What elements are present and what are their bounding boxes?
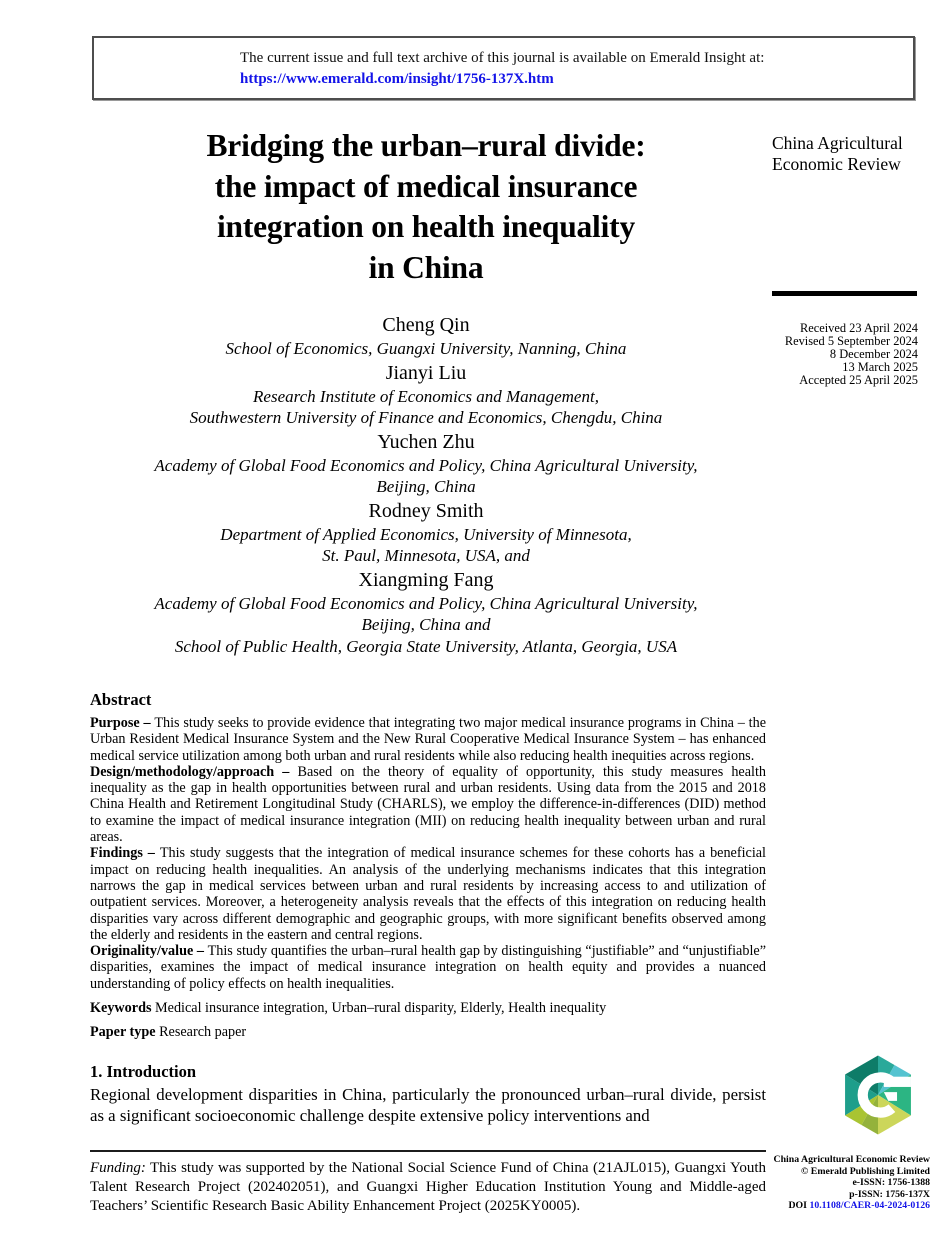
findings-label: Findings – [90,845,160,862]
imprint-eissn: e-ISSN: 1756-1388 [852,1177,930,1189]
design-label: Design/methodology/approach – [90,763,298,780]
author-affiliation: Southwestern University of Finance and Economics, Chengdu, China [189,408,663,427]
author-affiliation: Beijing, China [376,477,476,496]
abstract-design: Design/methodology/approach – Based on the theory of equality of opportunity, this study measures health inequality as the gap in health opportunities between rural and urban residents. Using data from the 2015 and 2018 China Health and Retirement Longitudinal Study (CHARLS), we employ the difference-in-differences (DID) method to examine the impact of medical insurance integration (MII) on reducing health inequality between urban and rural areas. [90,763,766,846]
imprint-block [700,1154,930,1212]
abstract-heading: Abstract [90,690,152,709]
abstract-findings: Findings – This study suggests that the integration of medical insurance schemes for these cohorts has a beneficial impact on reducing health inequalities. An analysis of the underlying mechanisms indicates that this integration narrows the gap in medical services between urban and rural residents by increasing access to and utilization of outpatient services. Moreover, a heterogeneity analysis reveals that the effects of this integration on reducing health disparities vary across different demographic and geographic groups, with more significant benefits observed among the elderly and residents in the eastern and central regions. [90,845,766,943]
author-affiliation: Academy of Global Food Economics and Policy, China Agricultural University, [154,593,698,613]
archive-notice-text: The current issue and full text archive of this journal is available on Emerald Insight at: [240,50,765,66]
author-affiliation: School of Economics, Guangxi University, Nanning, China [225,339,627,358]
emerald-logo-icon [841,1054,915,1136]
author-affiliation: Academy of Global Food Economics and Policy, China Agricultural University, [154,455,698,475]
history-line: Accepted 25 April 2025 [799,372,918,387]
introduction-heading: 1. Introduction [90,1062,197,1081]
history-line: Received 23 April 2024 [799,321,918,335]
paper-type-line: Paper type Research paper [90,1024,247,1041]
history-line: Revised 5 September 2024 [784,333,918,348]
doi-label: DOI [788,1200,810,1212]
imprint-journal: China Agricultural Economic Review [773,1154,930,1165]
author-name: Jianyi Liu [385,361,467,384]
author-affiliation: Research Institute of Economics and Management, [253,386,599,406]
title-line: Bridging the urban–rural divide: [206,128,646,163]
author-affiliation: Department of Applied Economics, University of Minnesota, [220,524,632,544]
history-line: 8 December 2024 [829,346,918,361]
page-title [90,126,762,288]
title-line: integration on health inequality [216,209,636,244]
authors-block [90,312,762,657]
abstract-purpose: Purpose – This study seeks to provide evidence that integrating two major medical insurance programs in China – the Urban Resident Medical Insurance System and the New Rural Cooperative Medical Insurance System – has enhanced medical service utilization among both urban and rural residents while also reducing health inequities across regions. [90,715,766,764]
doi-link[interactable]: 10.1108/CAER-04-2024-0126 [809,1200,930,1212]
imprint-pissn: p-ISSN: 1756-137X [849,1188,930,1200]
author-name: Yuchen Zhu [377,430,475,453]
author-affiliation: School of Public Health, Georgia State University, Atlanta, Georgia, USA [174,636,678,656]
journal-name: China Agricultural Economic Review [772,133,903,174]
journal-insight-url[interactable]: https://www.emerald.com/insight/1756-137X.htm [240,71,554,87]
paper-type-label: Paper type [90,1024,160,1041]
author-name: Rodney Smith [368,499,484,522]
imprint-doi-line [700,1200,930,1212]
imprint-publisher: © Emerald Publishing Limited [801,1165,930,1177]
abstract-originality: Originality/value – This study quantifies the urban–rural health gap by distinguishing “justifiable” and “unjustifiable” disparities, examines the impact of medical insurance integration on health equity and provides a nuanced understanding of policy effects on health inequalities. [90,943,766,992]
archive-notice-box [92,36,915,100]
divider-rule [772,291,917,296]
abstract-section [90,690,766,1041]
funding-note: Funding: This study was supported by the National Social Science Fund of China (21AJL015), Guangxi Youth Talent Research Project (202402051), and Guangxi Higher Education Institution Young and Middle-aged Teachers’ Scientific Research Basic Ability Enhancement Project (2025KY0005). [90,1150,766,1217]
author-name: Xiangming Fang [358,568,494,591]
history-line: 13 March 2025 [842,359,918,374]
title-line: the impact of medical insurance [214,168,638,204]
title-line: in China [368,249,484,285]
originality-label: Originality/value – [90,943,208,960]
author-affiliation: St. Paul, Minnesota, USA, and [322,546,530,565]
introduction-section [90,1062,766,1126]
author-name: Cheng Qin [382,314,470,336]
keywords-line: Keywords Medical insurance integration, Urban–rural disparity, Elderly, Health inequality [90,1000,607,1017]
purpose-label: Purpose – [90,715,155,731]
keywords-label: Keywords [90,1000,156,1017]
introduction-paragraph: Regional development disparities in China, particularly the pronounced urban–rural divide, persist as a significant socioeconomic challenge despite extensive policy interventions and [90,1085,766,1125]
funding-label: Funding: [90,1160,146,1176]
article-history [740,322,918,387]
author-affiliation: Beijing, China and [361,615,491,634]
